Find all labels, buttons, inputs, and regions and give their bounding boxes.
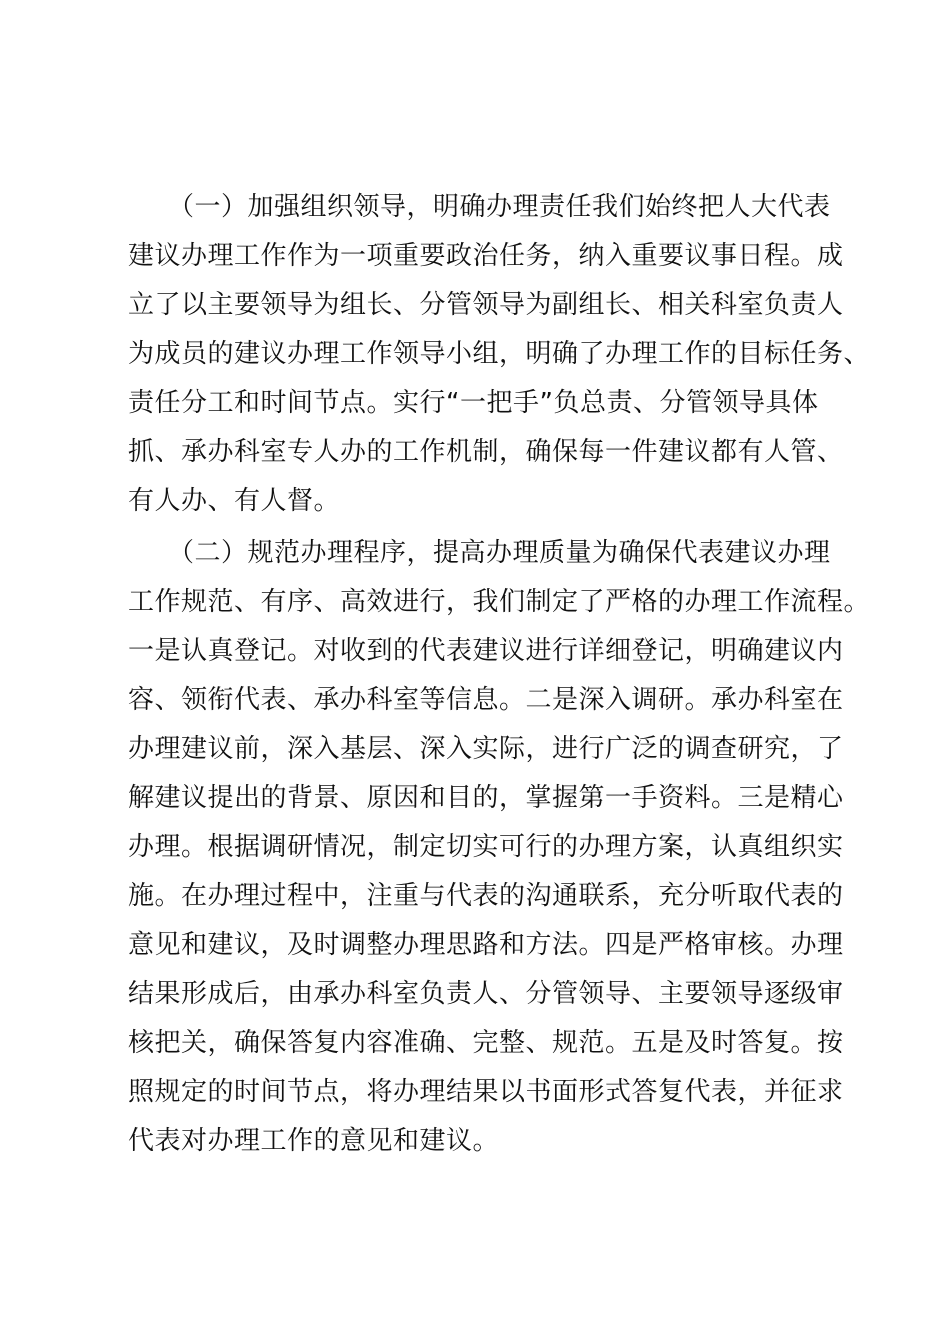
- text-line: 责任分工和时间节点。实行“一把手”负总责、分管领导具体: [128, 388, 819, 418]
- text-line: 代表对办理工作的意见和建议。: [128, 1126, 500, 1156]
- text-line: 容、领衔代表、承办科室等信息。二是深入调研。承办科室在: [128, 685, 844, 715]
- text-line: 结果形成后，由承办科室负责人、分管领导、主要领导逐级审: [128, 979, 844, 1009]
- text-line: 有人办、有人督。: [128, 486, 341, 516]
- paragraph-leadership: [128, 183, 871, 526]
- text-line: 一是认真登记。对收到的代表建议进行详细登记，明确建议内: [128, 636, 844, 666]
- text-line: 为成员的建议办理工作领导小组，明确了办理工作的目标任务、: [128, 339, 871, 369]
- text-line: 照规定的时间节点，将办理结果以书面形式答复代表，并征求: [128, 1077, 844, 1107]
- text-line: 办理建议前，深入基层、深入实际，进行广泛的调查研究，了: [128, 734, 844, 764]
- text-line: 建议办理工作作为一项重要政治任务，纳入重要议事日程。成: [128, 241, 844, 271]
- text-line: 意见和建议，及时调整办理思路和方法。四是严格审核。办理: [128, 930, 844, 960]
- text-line: （一）加强组织领导，明确办理责任我们始终把人大代表: [128, 192, 831, 222]
- text-line: （二）规范办理程序，提高办理质量为确保代表建议办理: [128, 538, 831, 568]
- text-line: 施。在办理过程中，注重与代表的沟通联系，充分听取代表的: [128, 881, 844, 911]
- text-line: 抓、承办科室专人办的工作机制，确保每一件建议都有人管、: [128, 437, 844, 467]
- text-line: 立了以主要领导为组长、分管领导为副组长、相关科室负责人: [128, 290, 844, 320]
- paragraph-procedure: [128, 529, 871, 1166]
- text-line: 核把关，确保答复内容准确、完整、规范。五是及时答复。按: [128, 1028, 844, 1058]
- text-line: 办理。根据调研情况，制定切实可行的办理方案，认真组织实: [128, 832, 844, 862]
- text-line: 工作规范、有序、高效进行，我们制定了严格的办理工作流程。: [128, 587, 871, 617]
- text-line: 解建议提出的背景、原因和目的，掌握第一手资料。三是精心: [128, 783, 844, 813]
